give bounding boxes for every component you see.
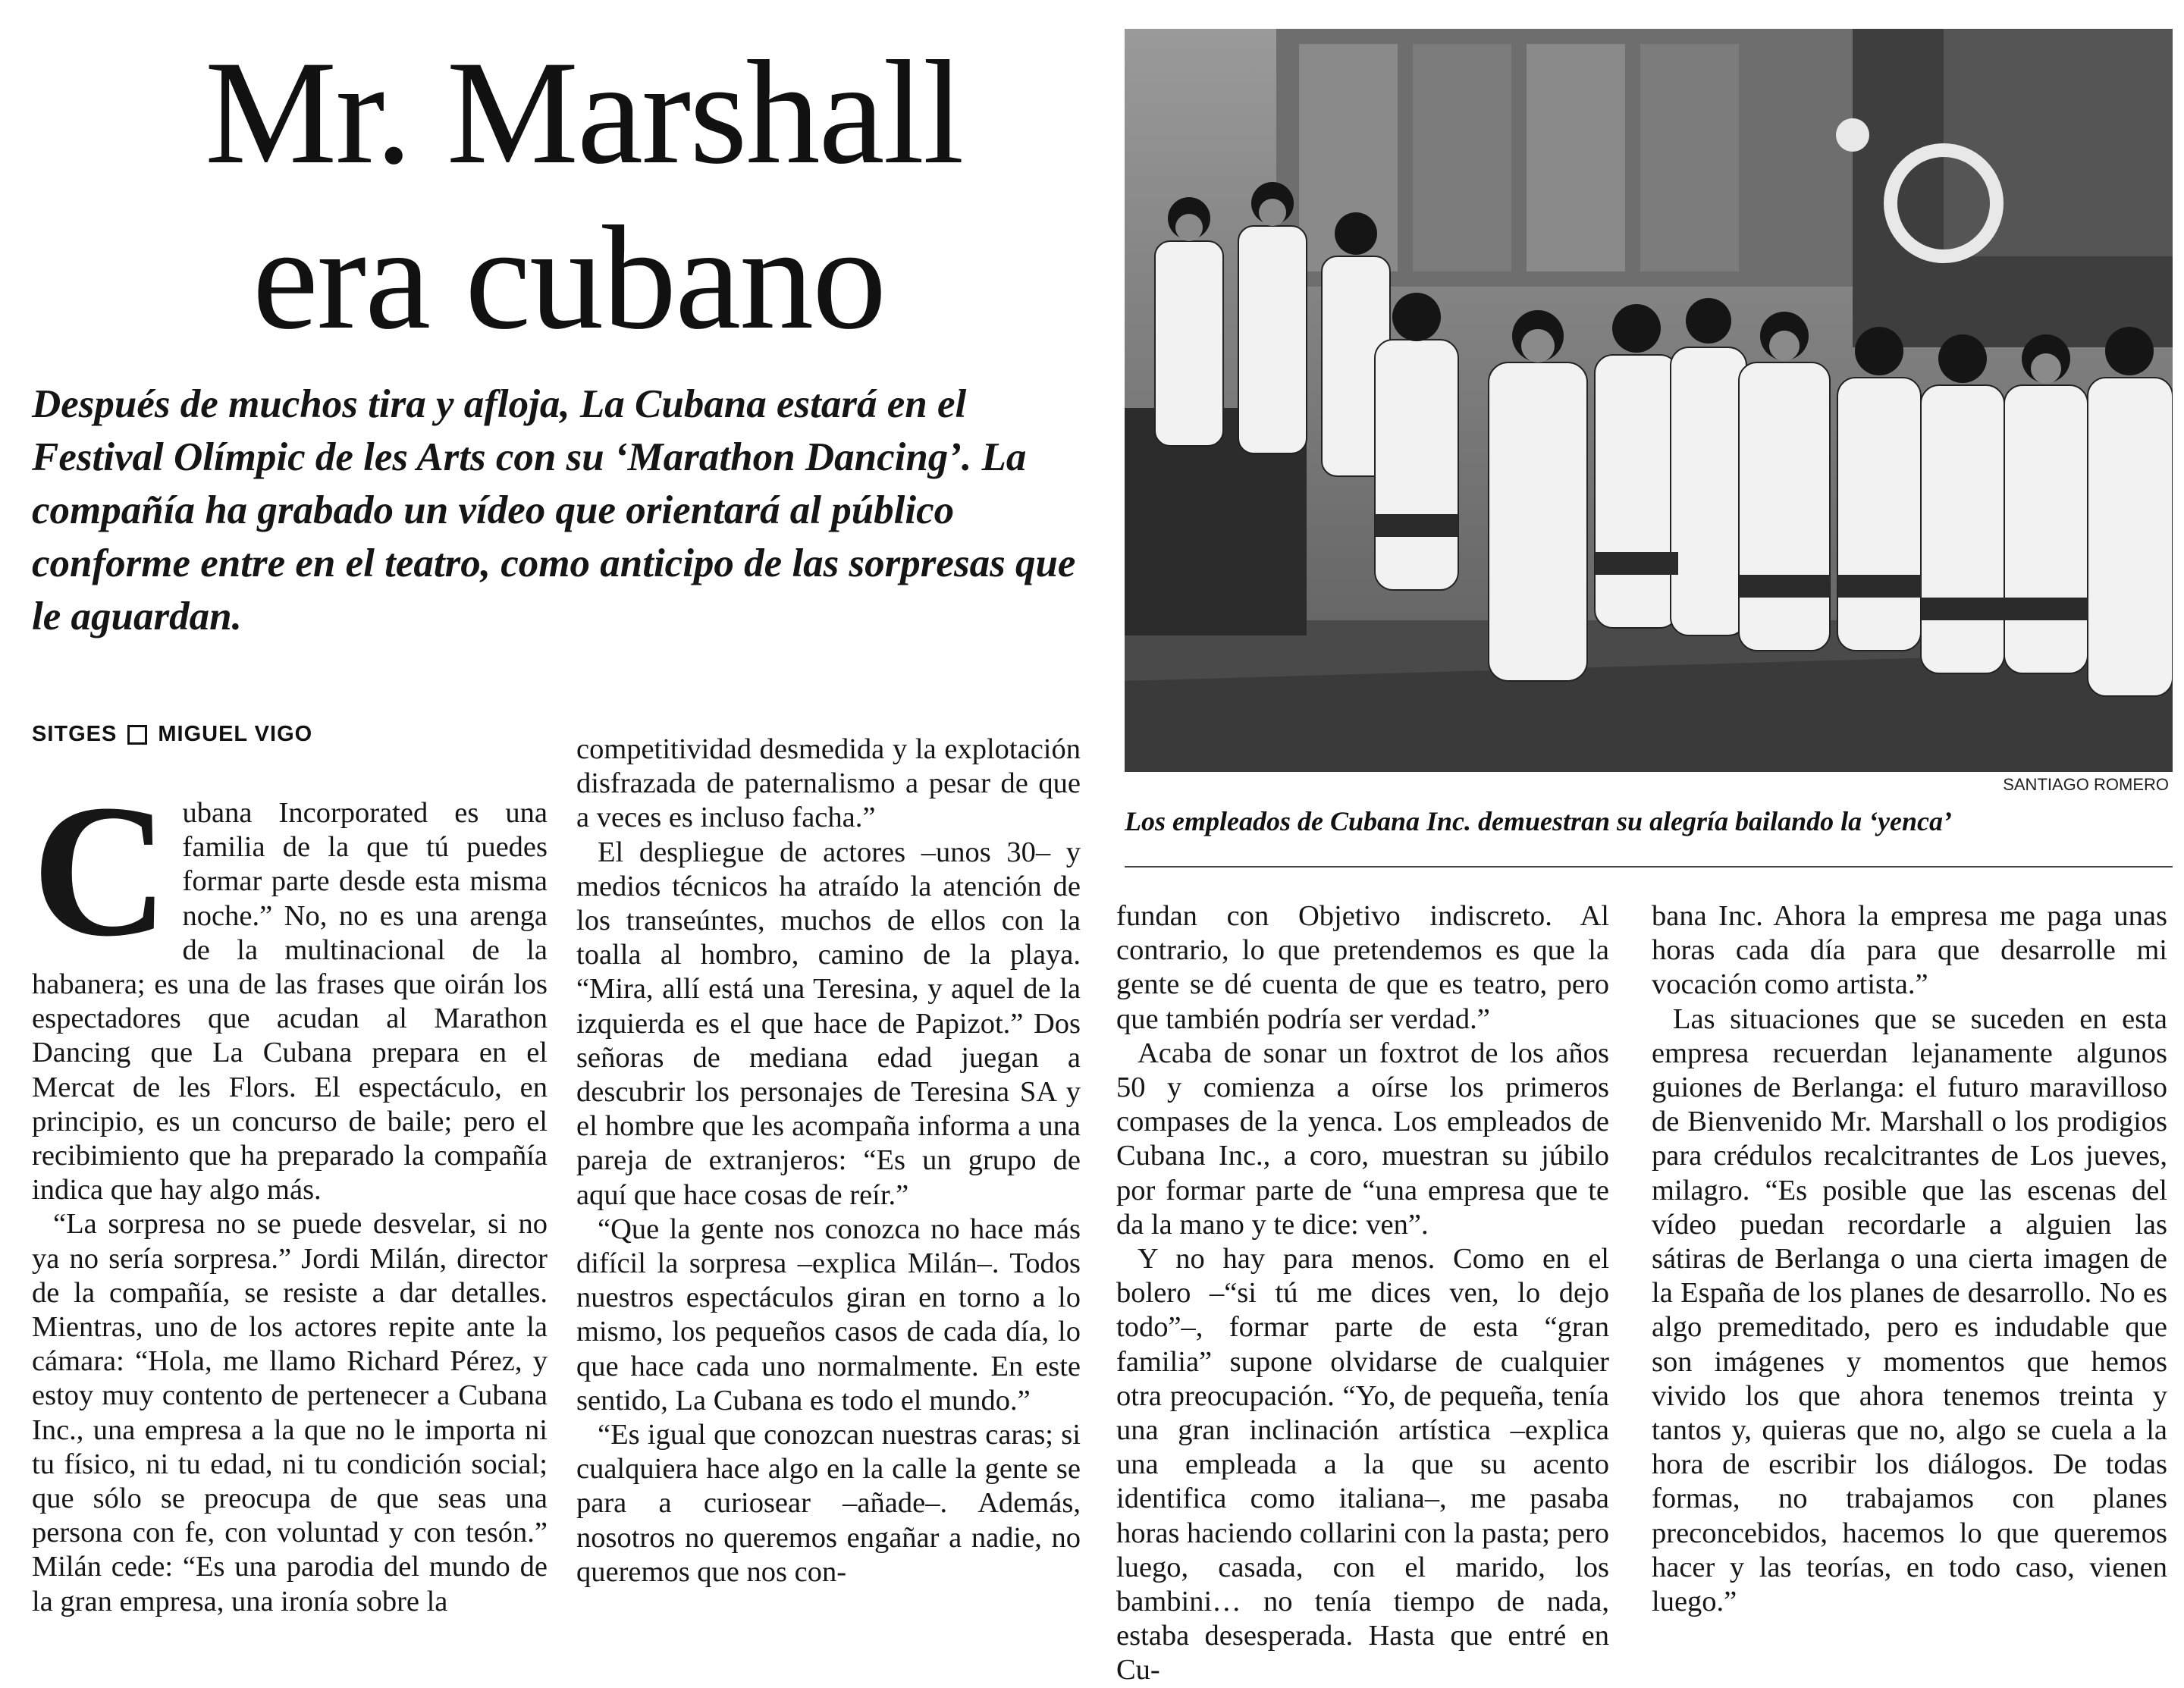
paragraph: El despliegue de actores –unos 30– y medios técnicos ha atraído la atención de los transeúntes, muchos de ellos con la toalla al hombro, camino de la playa. “Mira, allí está una Teresina, y aquel de la izquierda es el que hace de Papizot.” Dos señoras de mediana edad juegan a descubrir los personajes de Teresina SA y el hombre que les acompaña informa a una pareja de extranjeros: “Es un grupo de aquí que hace cosas de reír.” xyxy=(576,836,1081,1211)
headline-line-1: Mr. Marshall xyxy=(205,30,963,195)
paragraph: Acaba de sonar un foxtrot de los años 50 y comienza a oírse los primeros compases de la yenca. Los empleados de Cubana Inc., a coro, muestran su júbilo por formar parte de “una empresa que te da la mano y te dice: ven”. xyxy=(1116,1037,1609,1241)
byline xyxy=(32,722,578,747)
paragraph: “La sorpresa no se puede desvelar, si no ya no sería sorpresa.” Jordi Milán, director de la compañía, se resiste a dar detalles. Mientras, uno de los actores repite ante la cámara: “Hola, me llamo Richard Pérez, y estoy muy contento de pertenecer a Cubana Inc., una empresa a la que no le importa ni tu físico, ni tu edad, ni tu condición social; que sólo se preocupa de que seas una persona con fe, con voluntad y con tesón.” Milán cede: “Es una parodia del mundo de la gran empresa, una ironía sobre la xyxy=(32,1208,548,1617)
byline-author: MIGUEL VIGO xyxy=(158,722,313,746)
paragraph: “Que la gente nos conozca no hace más difícil la sorpresa –explica Milán–. Todos nuestros espectáculos giran en torno a lo mismo, los pequeños casos de cada día, lo que hace cada uno normalmente. En este sentido, La Cubana es todo el mundo.” xyxy=(576,1213,1081,1417)
paragraph: “Es igual que conozcan nuestras caras; si cualquiera hace algo en la calle la gente se para a curiosear –añade–. Además, nosotros no queremos engañar a nadie, no queremos que nos con- xyxy=(576,1419,1081,1588)
paragraph: fundan con Objetivo indiscreto. Al contrario, lo que pretendemos es que la gente se dé cuenta de que es teatro, pero que también podría ser verdad.” xyxy=(1116,900,1609,1035)
paragraph: Y no hay para menos. Como en el bolero –“si tú me dices ven, lo dejo todo”–, formar parte de esta “gran familia” supone olvidarse de cualquier otra preocupación. “Yo, de pequeña, tenía una gran inclinación artística –explica una empleada a la que su acento identifica como italiana–, me pasaba horas haciendo collarini con la pasta; pero luego, casada, con el marido, los bambini… no tenía tiempo de nada, estaba desesperada. Hasta que entré en Cu- xyxy=(1116,1243,1609,1686)
body-column-2 xyxy=(576,733,1081,1589)
drop-cap: C xyxy=(32,766,169,976)
photo-caption: Los empleados de Cubana Inc. demuestran su alegría bailando la ‘yenca’ xyxy=(1125,806,1953,836)
lede: Después de muchos tira y afloja, La Cubana estará en el Festival Olímpic de les Arts con su ‘Marathon Dancing’. La compañía ha grabado un vídeo que orientará al público conforme entre en el teatro, como anticipo de las sorpresas que le aguardan. xyxy=(32,382,1076,638)
body-column-4 xyxy=(1652,899,2167,1619)
paragraph: bana Inc. Ahora la empresa me paga unas horas cada día para que desarrolle mi vocación como artista.” xyxy=(1652,900,2167,1001)
photo-dancers-image xyxy=(1125,29,2173,772)
photo xyxy=(1125,29,2173,772)
paragraph: competitividad desmedida y la explotación disfrazada de paternalismo a pesar de que a veces es incluso facha.” xyxy=(576,733,1081,834)
square-separator-icon xyxy=(127,725,147,745)
byline-place: SITGES xyxy=(32,722,118,746)
photo-credit: SANTIAGO ROMERO xyxy=(2003,775,2169,794)
body-column-1 xyxy=(32,766,548,1619)
headline-line-2: era cubano xyxy=(252,196,886,360)
body-column-3 xyxy=(1116,899,1609,1688)
paragraph: ubana Incorporated es una familia de la que tú puedes formar parte desde esta misma noche.” No, no es una arenga de la multinacional de la habanera; es una de las frases que oirán los espectadores que acudan al Marathon Dancing que La Cubana prepara en el Mercat de les Flors. El espectáculo, en principio, es un concurso de baile; pero el recibimiento que ha preparado la compañía indica que hay algo más. xyxy=(32,797,548,1206)
caption-rule xyxy=(1125,866,2173,868)
headline xyxy=(205,30,963,361)
paragraph: Las situaciones que se suceden en esta empresa recuerdan lejanamente algunos guiones de Berlanga: el futuro maravilloso de Bienvenido Mr. Marshall o los prodigios para crédulos recalcitrantes de Los jueves, milagro. “Es posible que las escenas del vídeo puedan recordarle a alguien las sátiras de Berlanga o una cierta imagen de la España de los planes de desarrollo. No es algo premeditado, pero es indudable que son imágenes y momentos que hemos vivido los que ahora tenemos treinta y tantos y, quieras que no, algo se cuela a la hora de escribir los diálogos. De todas formas, no trabajamos con planes preconcebidos, hacemos lo que queremos hacer y las teorías, en todo caso, vienen luego.” xyxy=(1652,1002,2167,1618)
